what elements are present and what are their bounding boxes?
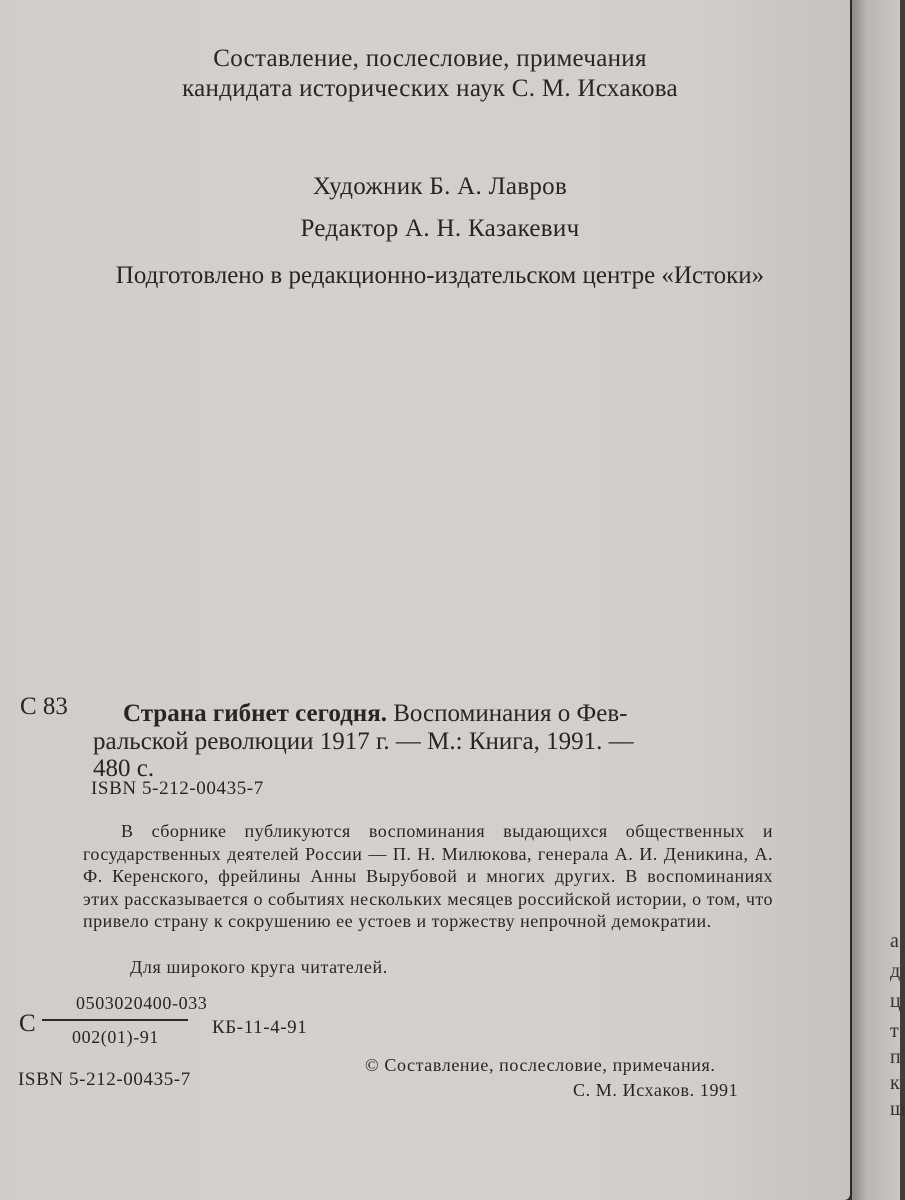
index-numerator: 0503020400-033 — [76, 993, 208, 1013]
adjacent-glyph: ц — [890, 990, 901, 1012]
index-code: КБ-11-4-91 — [212, 1017, 308, 1038]
catalog-line1-rest: Воспоминания о Фев- — [393, 700, 628, 727]
credits-editor: Редактор А. Н. Казакевич — [300, 215, 580, 242]
catalog-isbn: ISBN 5-212-00435-7 — [91, 778, 264, 799]
catalog-code: С 83 — [20, 693, 68, 720]
adjacent-glyph: к — [890, 1072, 900, 1094]
adjacent-glyph: п — [890, 1046, 901, 1068]
catalog-line1 — [123, 700, 627, 728]
adjacent-page-edge — [852, 0, 905, 1200]
adjacent-glyph: а — [890, 930, 899, 952]
copyright-line2: С. М. Исхаков. 1991 — [573, 1080, 739, 1100]
book-title: Страна гибнет сегодня. — [123, 700, 387, 727]
credits-compiler-name: кандидата исторических наук С. М. Исхакова — [182, 75, 678, 102]
adjacent-glyph: ш — [890, 1098, 905, 1120]
footer-isbn: ISBN 5-212-00435-7 — [18, 1069, 191, 1090]
index-denominator: 002(01)-91 — [72, 1027, 159, 1047]
annotation-audience: Для широкого круга читателей. — [130, 957, 388, 977]
copyright-line1: © Составление, послесловие, примечания. — [365, 1055, 716, 1075]
credits-compiler-line: Составление, послесловие, примечания — [213, 45, 647, 72]
adjacent-glyph: т — [890, 1020, 899, 1042]
index-letter: С — [19, 1010, 36, 1037]
credits-artist: Художник Б. А. Лавров — [312, 173, 568, 200]
catalog-line2: ральской революции 1917 г. — М.: Книга, 1991. — — [93, 728, 634, 755]
catalog-line3: 480 с. — [93, 755, 155, 782]
adjacent-glyph: д — [890, 960, 901, 982]
credits-prepared: Подготовлено в редакционно-издательском центре «Истоки» — [115, 262, 765, 289]
index-fraction-line — [42, 1019, 188, 1021]
annotation-text: В сборнике публикуются воспоминания выдающихся общественных и государственных деятелей России — П. Н. Милюкова, генерала А. И. Деникина, А. Ф. Керенского, фрейлины Анны Вырубовой и многих других. В воспоминаниях этих рассказывается о событиях нескольких месяцев российской истории, о том, что привело страну к сокрушению ее устоев и торжеству непрочной демократии. — [83, 821, 773, 931]
